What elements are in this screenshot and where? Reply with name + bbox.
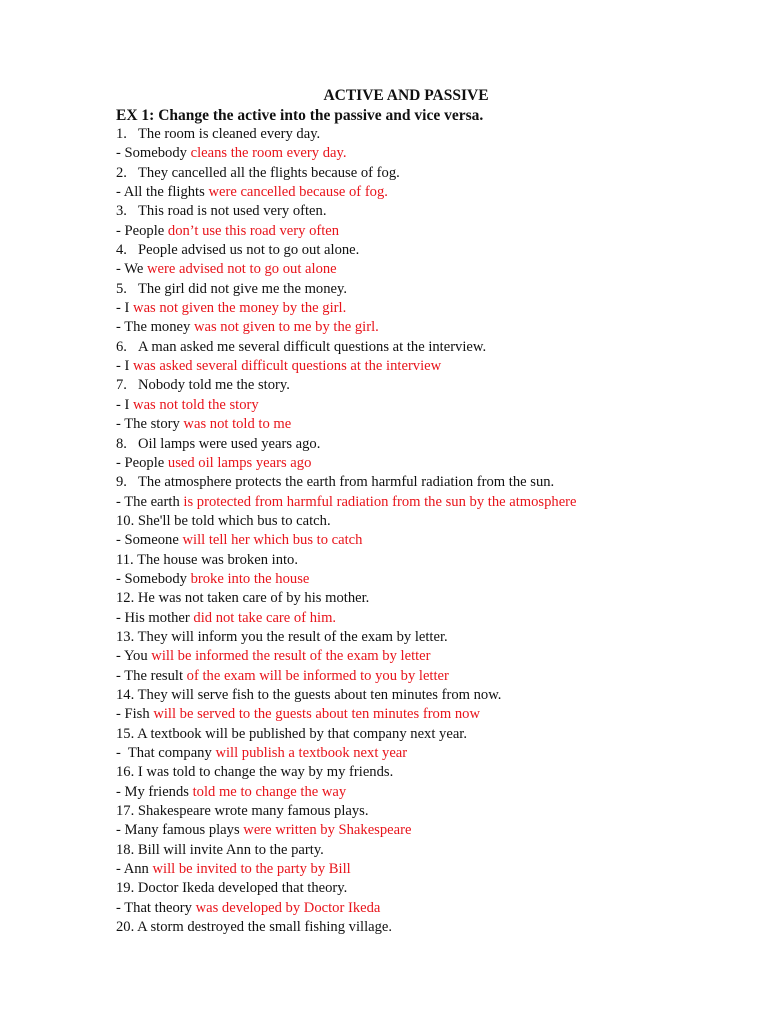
question-line [116,551,736,570]
question-line [116,802,736,821]
answer-text: did not take care of him. [193,609,337,626]
answer-line [116,570,736,589]
question-number: 3. [116,203,127,220]
answer-line [116,299,736,318]
question-text: 17. Shakespeare wrote many famous plays. [116,803,369,820]
question-number: 6. [116,338,127,355]
question-line [116,241,736,260]
answer-line [116,783,736,802]
answer-text: were advised not to go out alone [146,261,337,278]
question-number: 1. [116,126,127,142]
question-line [116,164,736,183]
answer-text: was not given to me by the girl. [193,319,379,336]
answer-prefix: - Many famous plays [116,822,244,839]
question-number: 7. [116,377,127,394]
question-text: 15. A textbook will be published by that company next year. [116,725,468,742]
answer-text: will be invited to the party by Bill [152,861,351,878]
question-line [116,280,736,299]
answer-prefix: - I [116,300,134,317]
answer-text: was not told the story [133,396,259,413]
answer-prefix: - You [116,648,152,665]
answer-text: used oil lamps years ago [167,454,312,471]
answer-prefix: - Somebody [116,145,191,162]
answer-line [116,705,736,724]
answer-line [116,222,736,241]
answer-line [116,609,736,628]
question-number: 5. [116,280,127,297]
question-line [116,376,736,395]
question-text: 20. A storm destroyed the small fishing village. [116,919,393,936]
question-text: 18. Bill will invite Ann to the party. [116,841,324,858]
answer-line [116,860,736,879]
answer-text: told me to change the way [192,783,347,800]
question-line [116,512,736,531]
question-text: Nobody told me the story. [138,377,290,394]
answer-prefix: - That company [116,745,216,761]
answer-line [116,415,736,434]
answer-text: will be informed the result of the exam by letter [151,648,431,665]
answer-line [116,899,736,918]
answer-line [116,260,736,279]
document-title: ACTIVE AND PASSIVE [323,87,489,104]
answer-line [116,531,736,550]
question-text: This road is not used very often. [138,203,327,220]
answer-prefix: - We [116,261,147,278]
question-line [116,628,736,647]
question-text: A man asked me several difficult questions at the interview. [138,338,487,355]
answer-text: were written by Shakespeare [243,822,412,839]
question-line [116,918,736,937]
answer-line [116,318,736,337]
question-line [116,686,736,705]
answer-line [116,744,736,763]
answer-line [116,493,736,512]
question-line [116,725,736,744]
answer-prefix: - The result [116,667,187,684]
answer-line [116,667,736,686]
question-text: 13. They will inform you the result of the exam by letter. [116,628,448,645]
question-number: 4. [116,242,127,259]
question-line [116,202,736,221]
answer-text: will tell her which bus to catch [182,532,363,549]
answer-line [116,357,736,376]
answer-text: was developed by Doctor Ikeda [195,899,381,916]
question-text: 10. She'll be told which bus to catch. [116,512,331,529]
answer-prefix: - The money [116,319,194,336]
answer-prefix: - His mother [116,609,194,626]
question-line [116,435,736,454]
question-line [116,125,736,144]
answer-text: were cancelled because of fog. [208,184,388,201]
answer-prefix: - All the flights [116,184,209,201]
question-line [116,763,736,782]
question-text: 14. They will serve fish to the guests about ten minutes from now. [116,686,502,703]
question-text: People advised us not to go out alone. [138,242,360,259]
answer-line [116,647,736,666]
question-text: 12. He was not taken care of by his mother. [116,590,370,607]
answer-prefix: - People [116,222,168,239]
answer-text: is protected from harmful radiation from the sun by the atmosphere [183,493,577,510]
answer-prefix: - I [116,358,134,375]
question-text: They cancelled all the flights because of fog. [138,164,400,181]
question-text: 19. Doctor Ikeda developed that theory. [116,880,348,897]
question-line [116,338,736,357]
answer-prefix: - Fish [116,706,154,723]
exercise-heading: EX 1: Change the active into the passive and vice versa. [116,107,484,124]
answer-text: will publish a textbook next year [215,745,408,761]
answer-line [116,183,736,202]
answer-line [116,144,736,163]
question-line [116,473,736,492]
answer-text: was not given the money by the girl. [133,300,347,317]
exercise-lines [116,125,736,937]
question-text: Oil lamps were used years ago. [138,435,321,452]
question-text: The room is cleaned every day. [138,126,321,142]
answer-prefix: - Ann [116,861,153,878]
answer-prefix: - The earth [116,493,184,510]
answer-text: was asked several difficult questions at the interview [133,358,442,375]
answer-text: was not told to me [183,416,292,433]
question-number: 9. [116,474,127,491]
answer-line [116,821,736,840]
answer-text: of the exam will be informed to you by letter [186,667,449,684]
question-number: 8. [116,435,127,452]
question-line [116,841,736,860]
answer-prefix: - People [116,454,168,471]
answer-text: don’t use this road very often [167,222,340,239]
answer-text: broke into the house [190,570,310,587]
answer-prefix: - That theory [116,899,196,916]
answer-text: cleans the room every day. [190,145,347,162]
question-text: The atmosphere protects the earth from harmful radiation from the sun. [138,474,555,491]
question-text: The girl did not give me the money. [138,280,347,297]
answer-prefix: - My friends [116,783,193,800]
question-text: 16. I was told to change the way by my friends. [116,764,394,781]
answer-prefix: - Somebody [116,570,191,587]
question-number: 2. [116,164,127,181]
answer-prefix: - Someone [116,532,183,549]
question-line [116,589,736,608]
question-line [116,879,736,898]
answer-prefix: - I [116,396,134,413]
answer-line [116,454,736,473]
answer-text: will be served to the guests about ten minutes from now [153,706,480,723]
answer-line [116,396,736,415]
answer-prefix: - The story [116,416,184,433]
question-text: 11. The house was broken into. [116,551,298,568]
